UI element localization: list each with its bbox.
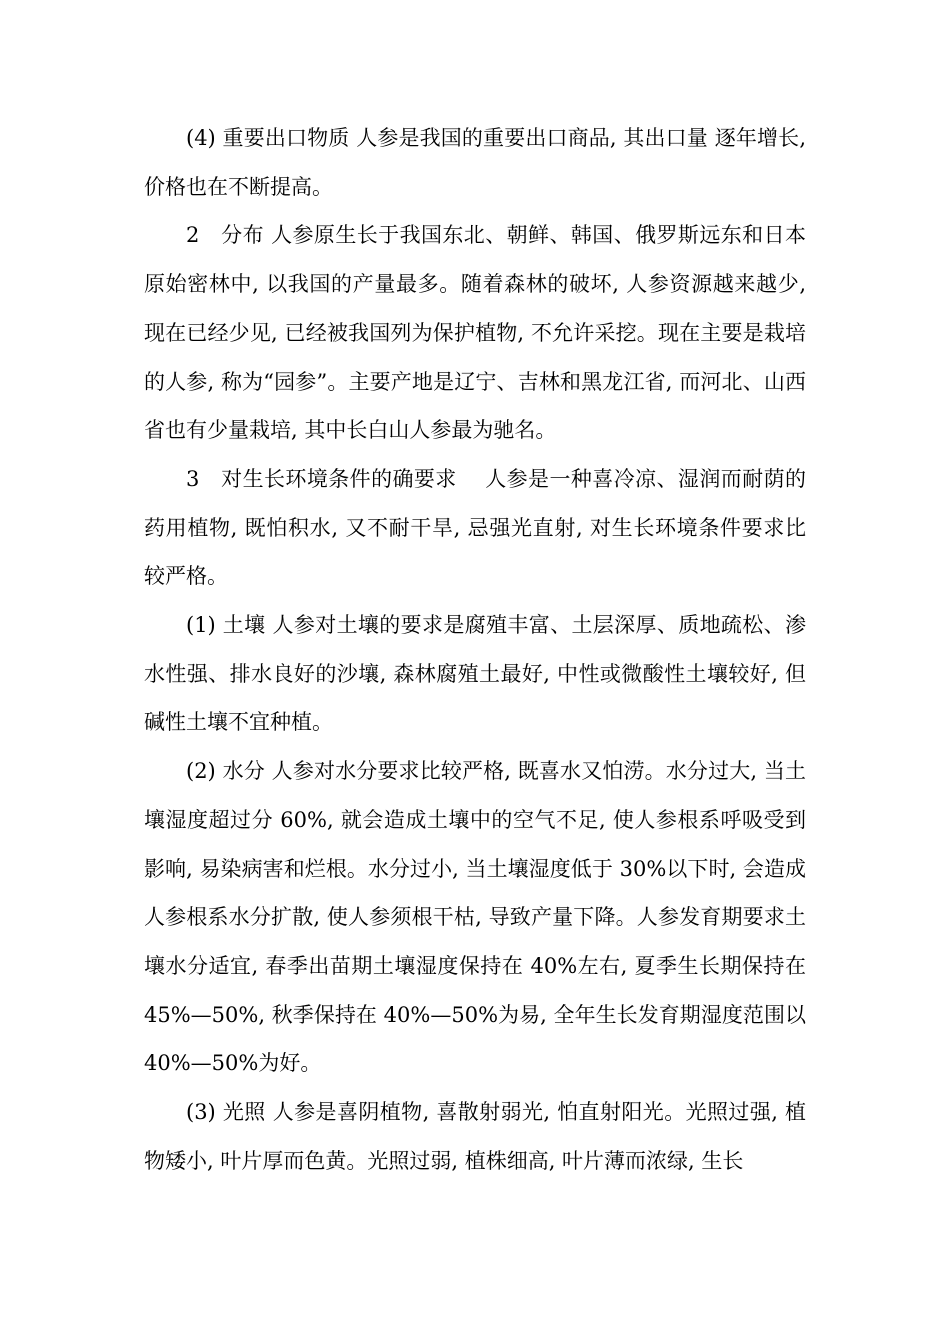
- paragraph-light: (3) 光照 人参是喜阴植物, 喜散射弱光, 怕直射阳光。光照过强, 植物矮小, 叶片厚而色黄。光照过弱, 植株细高, 叶片薄而浓绿, 生长: [144, 1100, 806, 1173]
- paragraph-export: (4) 重要出口物质 人参是我国的重要出口商品, 其出口量 逐年增长, 价格也在不断提高。: [144, 126, 806, 199]
- paragraph-distribution: 2 分布 人参原生长于我国东北、朝鲜、韩国、俄罗斯远东和日本原始密林中, 以我国的产量最多。随着森林的破坏, 人参资源越来越少, 现在已经少见, 已经被我国列为保护植物, 不允许采挖。现在主要是栽培的人参, 称为“园参”。主要产地是辽宁、吉林和黑龙江省, 而河北、山西省也有少量栽培, 其中长白山人参最为驰名。: [144, 223, 806, 443]
- paragraph-soil: (1) 土壤 人参对土壤的要求是腐殖丰富、土层深厚、质地疏松、渗水性强、排水良好的沙壤, 森林腐殖土最好, 中性或微酸性土壤较好, 但碱性土壤不宜种植。: [144, 613, 806, 735]
- paragraph-environment: 3 对生长环境条件的确要求 人参是一种喜冷凉、湿润而耐荫的药用植物, 既怕积水, 又不耐干旱, 忌强光直射, 对生长环境条件要求比较严格。: [144, 466, 806, 589]
- paragraph-water: (2) 水分 人参对水分要求比较严格, 既喜水又怕涝。水分过大, 当土壤湿度超过分 60%, 就会造成土壤中的空气不足, 使人参根系呼吸受到影响, 易染病害和烂根。水分过小, 当土壤湿度低于 30%以下时, 会造成人参根系水分扩散, 使人参须根干枯, 导致产量下降。人参发育期要求土壤水分适宜, 春季出苗期土壤湿度保持在 40%左右, 夏季生长期保持在 45%—50%, 秋季保持在 40%—50%为易, 全年生长发育期湿度范围以 40%—50%为好。: [144, 759, 806, 1076]
- document-body: [144, 114, 806, 1185]
